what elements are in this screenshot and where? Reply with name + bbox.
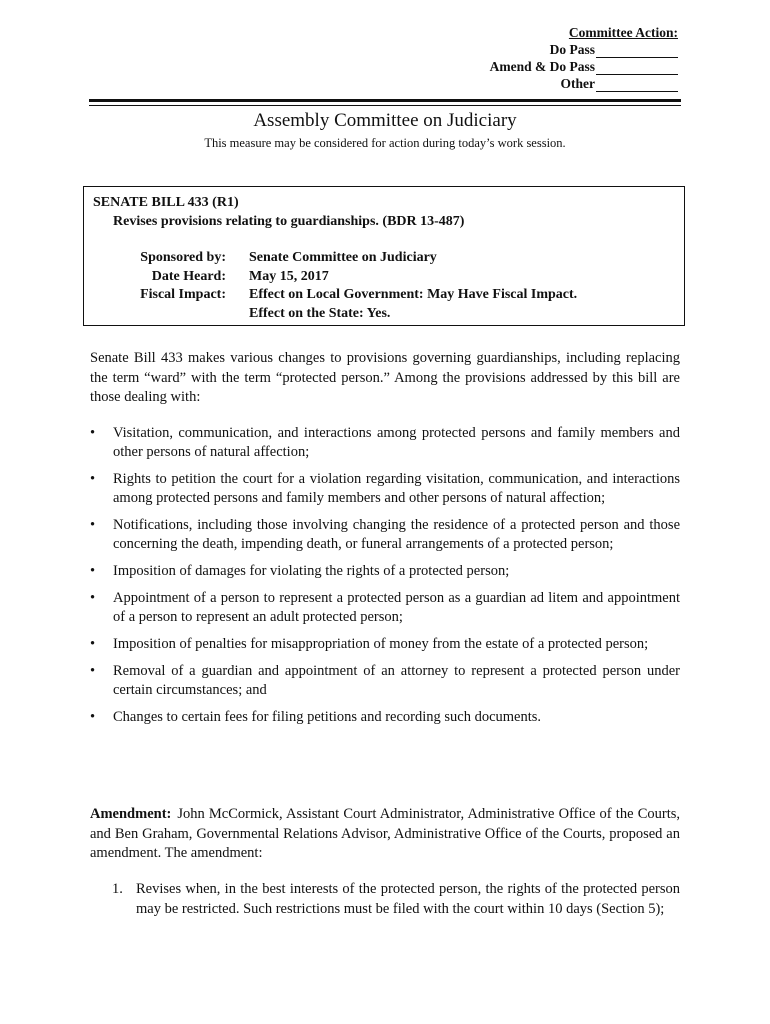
action-option-do-pass: Do Pass xyxy=(490,41,678,58)
list-item: • Appointment of a person to represent a protected person as a guardian ad litem and appointment of a person to represent an adult protected person; xyxy=(90,590,680,625)
provisions-list xyxy=(90,424,680,735)
list-item: • Rights to petition the court for a violation regarding visitation, communication, and interactions among protected persons and family members and other persons of natural affection; xyxy=(90,471,680,506)
header-rule-thin xyxy=(89,105,681,106)
list-item: • Imposition of penalties for misappropriation of money from the estate of a protected person; xyxy=(90,636,649,652)
action-option-other: Other xyxy=(490,75,678,92)
amendment-label: Amendment: xyxy=(90,806,172,822)
amendment-text: John McCormick, Assistant Court Administrator, Administrative Office of the Courts, and Ben Graham, Governmental Relations Advisor, Administrative Office of the Courts, proposed an amendment. The amendment: xyxy=(90,806,680,861)
date-heard-value: May 15, 2017 xyxy=(249,268,329,284)
date-heard-label: Date Heard: xyxy=(151,268,226,284)
list-item: • Imposition of damages for violating the rights of a protected person; xyxy=(90,563,510,579)
committee-title: Assembly Committee on Judiciary xyxy=(253,110,517,131)
action-blank-line xyxy=(596,44,678,58)
bill-description: Revises provisions relating to guardianships. (BDR 13-487) xyxy=(113,214,465,229)
sponsored-by-label: Sponsored by: xyxy=(140,250,226,265)
sponsored-by-value: Senate Committee on Judiciary xyxy=(249,250,437,265)
fiscal-impact-label: Fiscal Impact: xyxy=(140,287,226,302)
fiscal-impact-local: Effect on Local Government: May Have Fiscal Impact. xyxy=(249,287,578,302)
committee-action-block xyxy=(490,24,678,92)
list-item: • Notifications, including those involving changing the residence of a protected person and those concerning the death, impending death, or funeral arrangements of a protected person; xyxy=(90,517,680,552)
bill-number: SENATE BILL 433 (R1) xyxy=(93,195,239,210)
action-option-amend-do-pass: Amend & Do Pass xyxy=(490,58,678,75)
list-item: • Visitation, communication, and interactions among protected persons and family members and other persons of natural affection; xyxy=(90,425,680,460)
amendment-items xyxy=(112,880,680,919)
list-item: • Changes to certain fees for filing petitions and recording such documents. xyxy=(90,709,542,725)
action-blank-line xyxy=(596,61,678,75)
bill-summary: Senate Bill 433 makes various changes to provisions governing guardianships, including replacing the term “ward” with the term “protected person.” Among the provisions addressed by this bill are those dealing with: xyxy=(90,350,680,405)
action-blank-line xyxy=(596,78,678,92)
committee-action-title: Committee Action: xyxy=(568,25,678,40)
amendment-item-text: Revises when, in the best interests of the protected person, the rights of the protected person may be restricted. Such restrictions must be filed with the court within 10 days (Section 5); xyxy=(136,881,680,917)
fiscal-impact-state: Effect on the State: Yes. xyxy=(249,305,391,321)
bill-info-box xyxy=(83,186,685,326)
amendment-paragraph xyxy=(90,805,680,864)
work-session-notice: This measure may be considered for action during today’s work session. xyxy=(204,136,566,150)
amendment-item-number: 1. xyxy=(112,881,123,897)
header-rule-thick xyxy=(89,99,681,102)
list-item: • Removal of a guardian and appointment of an attorney to represent a protected person under certain circumstances; and xyxy=(90,663,680,698)
